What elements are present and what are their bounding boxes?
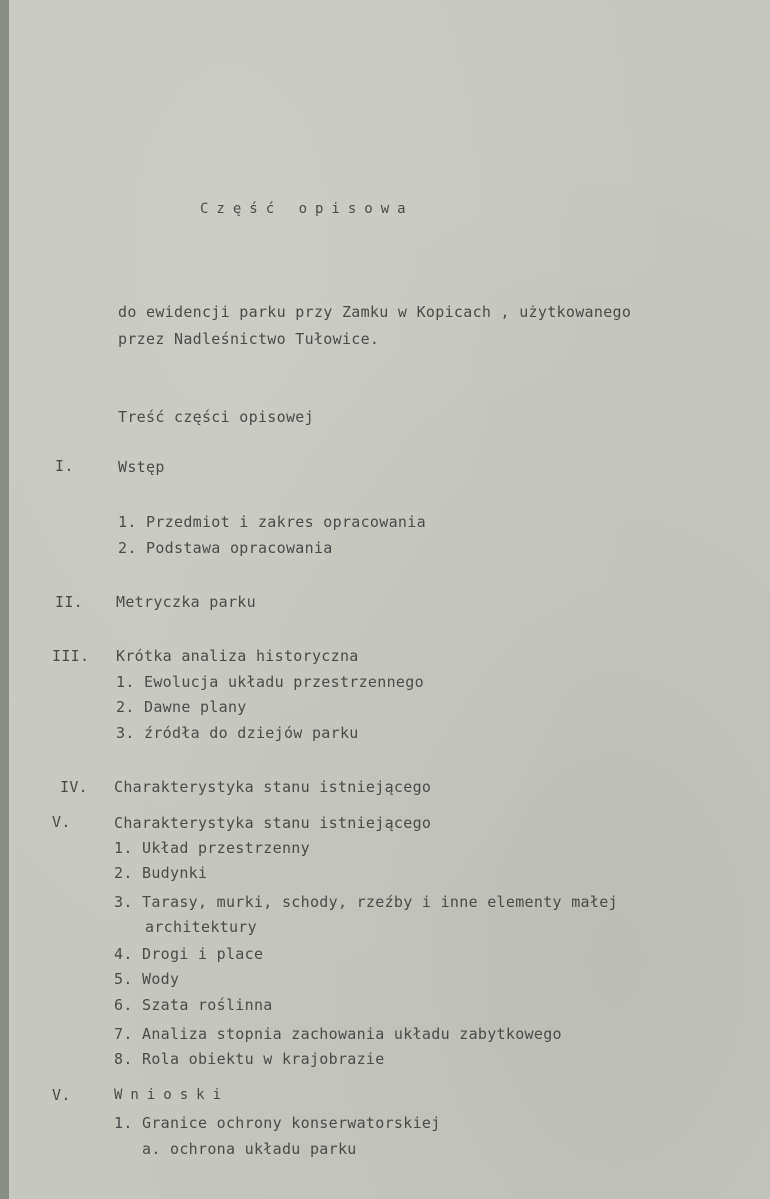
section-numeral: I.	[55, 457, 74, 475]
list-item: 6. Szata roślinna	[114, 996, 273, 1014]
list-item: 1. Przedmiot i zakres opracowania	[118, 513, 426, 531]
section-numeral: V.	[52, 1086, 71, 1104]
section-numeral: IV.	[60, 778, 88, 796]
list-item: a. ochrona układu parku	[142, 1140, 357, 1158]
section-numeral: III.	[52, 647, 90, 665]
toc-heading: Treść części opisowej	[118, 408, 314, 426]
section-title: Wnioski	[114, 1087, 230, 1103]
intro-line-2: przez Nadleśnictwo Tułowice.	[118, 330, 380, 348]
list-item: 1. Ewolucja układu przestrzennego	[116, 673, 424, 691]
section-title: Wstęp	[118, 458, 165, 476]
list-item: 1. Granice ochrony konserwatorskiej	[114, 1114, 441, 1132]
list-item: 4. Drogi i place	[114, 945, 264, 963]
list-item: 3. źródła do dziejów parku	[116, 724, 359, 742]
list-item: 2. Budynki	[114, 864, 208, 882]
list-item: 8. Rola obiektu w krajobrazie	[114, 1050, 385, 1068]
document-title: Część opisowa	[200, 201, 414, 217]
list-item: 3. Tarasy, murki, schody, rzeźby i inne elementy małej	[114, 893, 618, 911]
intro-line-1: do ewidencji parku przy Zamku w Kopicach , użytkowanego	[118, 303, 632, 321]
list-item: 1. Układ przestrzenny	[114, 839, 310, 857]
section-title: Charakterystyka stanu istniejącego	[114, 778, 432, 796]
list-item: architektury	[145, 918, 257, 936]
section-title: Metryczka parku	[116, 593, 256, 611]
list-item: 2. Dawne plany	[116, 698, 247, 716]
section-title: Krótka analiza historyczna	[116, 647, 359, 665]
section-numeral: V.	[52, 813, 71, 831]
section-title: Charakterystyka stanu istniejącego	[114, 814, 432, 832]
section-numeral: II.	[55, 593, 83, 611]
list-item: 7. Analiza stopnia zachowania układu zabytkowego	[114, 1025, 562, 1043]
page-edge-shadow	[0, 0, 9, 1199]
list-item: 2. Podstawa opracowania	[118, 539, 333, 557]
list-item: 5. Wody	[114, 970, 180, 988]
